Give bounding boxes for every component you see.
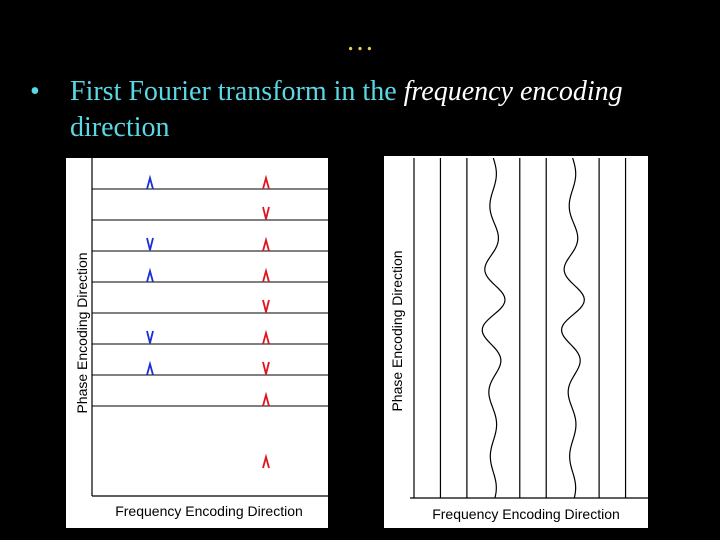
left-figure-ylabel: Phase Encoding Direction bbox=[74, 252, 90, 414]
blue-peak bbox=[147, 331, 153, 343]
right-figure-grid bbox=[410, 158, 648, 498]
left-figure-grid bbox=[92, 158, 328, 496]
red-peak bbox=[263, 207, 269, 219]
red-peak bbox=[263, 271, 269, 282]
red-peak bbox=[263, 178, 269, 189]
left-figure-svg bbox=[66, 158, 328, 528]
red-peak bbox=[263, 240, 269, 251]
right-figure-svg bbox=[384, 156, 648, 528]
red-peak bbox=[263, 395, 269, 406]
wavy-column-line bbox=[482, 158, 505, 498]
bullet-text-italic: frequency encoding bbox=[403, 76, 623, 107]
red-peak bbox=[263, 457, 269, 468]
right-figure-ylabel: Phase Encoding Direction bbox=[389, 250, 405, 412]
blue-peak bbox=[147, 178, 153, 189]
blue-peak bbox=[147, 364, 153, 375]
bullet-text-part3: direction bbox=[70, 112, 170, 143]
left-figure-panel bbox=[66, 158, 328, 528]
red-peak bbox=[263, 333, 269, 344]
bullet-dot: • bbox=[30, 76, 40, 107]
right-figure-xlabel: Frequency Encoding Direction bbox=[432, 506, 620, 522]
wavy-column-line bbox=[562, 158, 585, 498]
blue-peak bbox=[147, 271, 153, 282]
bullet-text bbox=[70, 74, 690, 146]
red-peak bbox=[263, 300, 269, 312]
red-peak bbox=[263, 362, 269, 374]
left-figure-xlabel: Frequency Encoding Direction bbox=[115, 503, 303, 519]
right-figure-panel bbox=[384, 156, 648, 528]
blue-peak bbox=[147, 238, 153, 250]
bullet-text-part1: First Fourier transform in the bbox=[70, 76, 404, 107]
slide-title: … bbox=[346, 26, 374, 57]
